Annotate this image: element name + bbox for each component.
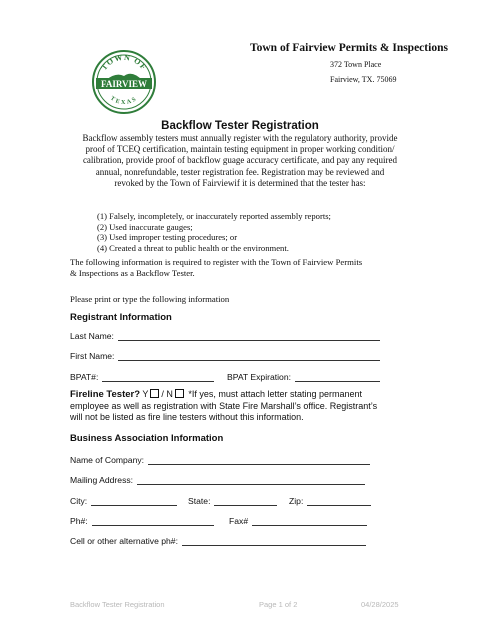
zip-field[interactable] bbox=[307, 496, 371, 506]
phone-field[interactable] bbox=[92, 516, 214, 526]
mailing-address-label: Mailing Address: bbox=[70, 475, 134, 485]
bpat-field[interactable] bbox=[102, 372, 214, 382]
phone-label: Ph#: bbox=[70, 516, 88, 526]
list-item: (3) Used improper testing procedures; or bbox=[97, 232, 238, 243]
fireline-yes-label: Y bbox=[142, 389, 149, 399]
last-name-label: Last Name: bbox=[70, 331, 114, 341]
intro-line: revoked by the Town of Fairviewif it is determined that the tester has: bbox=[114, 177, 366, 188]
intro-line: annual, nonrefundable, tester registration fee. Registration may be reviewed and bbox=[95, 166, 385, 177]
list-item: (4) Created a threat to public health or the environment. bbox=[97, 242, 289, 253]
state-field[interactable] bbox=[214, 496, 277, 506]
requirement-paragraph bbox=[70, 257, 362, 279]
organization-title: Town of Fairview Permits & Inspections bbox=[250, 42, 448, 54]
revocation-reasons-list bbox=[97, 211, 331, 253]
first-name-field[interactable] bbox=[118, 351, 380, 361]
fireline-note: *If yes, must attach letter stating permanent bbox=[185, 389, 363, 399]
company-label: Name of Company: bbox=[70, 455, 145, 465]
fax-row bbox=[229, 516, 367, 526]
business-section-heading: Business Association Information bbox=[70, 433, 224, 444]
fireline-note-line: employee as well as registration with State Fire Marshall’s office. Registrant’s bbox=[70, 400, 378, 411]
alt-phone-label: Cell or other alternative ph#: bbox=[70, 536, 178, 546]
last-name-row bbox=[70, 331, 380, 341]
company-field[interactable] bbox=[148, 455, 370, 465]
first-name-row bbox=[70, 351, 380, 361]
alt-phone-field[interactable] bbox=[182, 536, 366, 546]
intro-paragraph bbox=[64, 133, 416, 189]
fireline-note-line: will not be listed as fire line testers without this information. bbox=[70, 412, 304, 422]
requirement-line: The following information is required to register with the Town of Fairview Permits bbox=[70, 257, 363, 267]
intro-line: Backflow assembly testers must annually register with the regulatory authority, provide bbox=[82, 133, 398, 143]
first-name-label: First Name: bbox=[70, 351, 115, 361]
city-field[interactable] bbox=[91, 496, 177, 506]
alt-phone-row bbox=[70, 536, 366, 546]
city-row bbox=[70, 496, 177, 506]
fireline-tester-block bbox=[70, 389, 430, 424]
logo-top-text: TOWN OF bbox=[99, 52, 149, 72]
fireline-question: Fireline Tester? bbox=[70, 389, 141, 400]
bpat-expiration-label: BPAT Expiration: bbox=[227, 372, 292, 382]
fax-label: Fax# bbox=[229, 516, 249, 526]
footer-date: 04/28/2025 bbox=[361, 600, 399, 609]
state-row bbox=[188, 496, 277, 506]
logo-bottom-text: TEXAS bbox=[109, 95, 139, 107]
city-label: City: bbox=[70, 496, 88, 506]
bpat-label: BPAT#: bbox=[70, 372, 99, 382]
state-label: State: bbox=[188, 496, 211, 506]
intro-line: proof of TCEQ certification, maintain testing equipment in proper working condition/ bbox=[85, 144, 395, 155]
bpat-row bbox=[70, 372, 214, 382]
fireline-yes-checkbox[interactable] bbox=[150, 389, 159, 398]
mailing-address-row bbox=[70, 475, 365, 485]
intro-line: calibration, provide proof of backflow guage accuracy certificate, and pay any required bbox=[82, 155, 398, 166]
bpat-expiration-field[interactable] bbox=[295, 372, 380, 382]
footer-page-number: Page 1 of 2 bbox=[259, 600, 298, 609]
address-line-2: Fairview, TX. 75069 bbox=[330, 75, 397, 84]
list-item: (2) Used inaccurate gauges; bbox=[97, 221, 193, 232]
address-line-1: 372 Town Place bbox=[330, 60, 382, 69]
fireline-no-label: / N bbox=[161, 389, 173, 399]
fax-field[interactable] bbox=[252, 516, 367, 526]
company-row bbox=[70, 455, 370, 465]
mailing-address-field[interactable] bbox=[137, 475, 365, 485]
town-seal-logo bbox=[92, 50, 156, 114]
zip-row bbox=[289, 496, 371, 506]
document-title: Backflow Tester Registration bbox=[161, 120, 319, 132]
requirement-line: & Inspections as a Backflow Tester. bbox=[70, 268, 195, 278]
print-instruction: Please print or type the following information bbox=[70, 294, 230, 304]
footer-document-name: Backflow Tester Registration bbox=[70, 600, 165, 609]
fireline-no-checkbox[interactable] bbox=[175, 389, 184, 398]
logo-center-text: FAIRVIEW bbox=[100, 79, 148, 89]
bpat-expiration-row bbox=[227, 372, 380, 382]
phone-row bbox=[70, 516, 214, 526]
list-item: (1) Falsely, incompletely, or inaccurately reported assembly reports; bbox=[97, 211, 331, 221]
last-name-field[interactable] bbox=[118, 331, 380, 341]
zip-label: Zip: bbox=[289, 496, 304, 506]
registrant-section-heading: Registrant Information bbox=[70, 312, 172, 323]
